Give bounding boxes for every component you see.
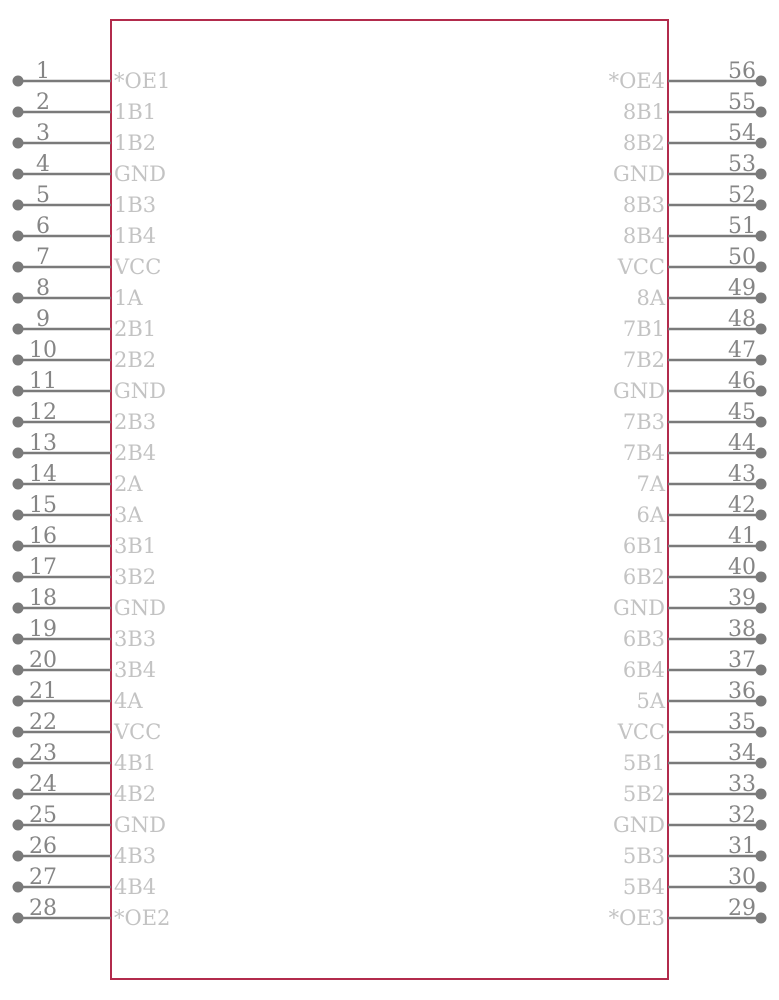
pin-number: 8 (36, 276, 50, 301)
pin-terminal-dot (756, 541, 767, 552)
pin-number: 11 (29, 369, 57, 394)
pin-number: 4 (36, 152, 50, 177)
pin-name-label: 5B4 (622, 875, 665, 899)
pin-9 (13, 307, 157, 341)
pin-terminal-dot (13, 448, 24, 459)
pin-12 (13, 400, 157, 434)
pin-29 (609, 896, 767, 930)
pin-terminal-dot (756, 138, 767, 149)
pin-number: 33 (728, 772, 756, 797)
pin-number: 43 (728, 462, 756, 487)
pin-number: 21 (29, 679, 57, 704)
pin-30 (623, 865, 767, 899)
pin-46 (613, 369, 767, 403)
left-pin-column (13, 59, 171, 930)
pin-19 (13, 617, 157, 651)
pin-name-label: VCC (114, 255, 162, 279)
pin-number: 41 (728, 524, 756, 549)
pin-number: 24 (29, 772, 57, 797)
pin-name-label: GND (613, 162, 665, 186)
pin-number: 56 (728, 59, 756, 84)
pin-terminal-dot (756, 448, 767, 459)
pin-47 (623, 338, 767, 372)
pin-terminal-dot (756, 355, 767, 366)
pin-number: 10 (29, 338, 57, 363)
pin-number: 9 (36, 307, 50, 332)
pin-name-label: 7B2 (622, 348, 665, 372)
pin-27 (13, 865, 157, 899)
pin-number: 30 (728, 865, 756, 890)
pin-name-label: 1B4 (114, 224, 157, 248)
right-pin-column (609, 59, 767, 930)
pin-number: 37 (728, 648, 756, 673)
pin-terminal-dot (13, 882, 24, 893)
pin-number: 47 (728, 338, 756, 363)
pin-50 (617, 245, 767, 279)
pin-terminal-dot (13, 789, 24, 800)
pin-terminal-dot (13, 665, 24, 676)
pin-41 (623, 524, 767, 558)
pin-36 (636, 679, 766, 713)
pin-terminal-dot (756, 262, 767, 273)
pin-number: 35 (728, 710, 756, 735)
pin-11 (13, 369, 167, 403)
pin-terminal-dot (756, 851, 767, 862)
pin-43 (636, 462, 766, 496)
pin-number: 19 (29, 617, 57, 642)
pin-terminal-dot (756, 169, 767, 180)
pin-terminal-dot (13, 200, 24, 211)
pin-31 (623, 834, 767, 868)
pin-terminal-dot (13, 107, 24, 118)
pin-name-label: *OE2 (114, 906, 171, 930)
pin-terminal-dot (13, 231, 24, 242)
pin-terminal-dot (756, 665, 767, 676)
pin-terminal-dot (756, 572, 767, 583)
pin-23 (13, 741, 157, 775)
pin-name-label: 4B3 (114, 844, 157, 868)
pin-name-label: 5A (636, 689, 665, 713)
pin-terminal-dot (13, 355, 24, 366)
pin-name-label: 4B2 (114, 782, 157, 806)
pin-terminal-dot (13, 293, 24, 304)
pin-terminal-dot (756, 758, 767, 769)
pin-number: 55 (728, 90, 756, 115)
pin-name-label: 8B1 (622, 100, 665, 124)
pin-name-label: VCC (617, 255, 665, 279)
pin-name-label: 6B3 (622, 627, 665, 651)
pin-terminal-dot (756, 200, 767, 211)
pin-terminal-dot (756, 727, 767, 738)
pin-name-label: 4B1 (114, 751, 157, 775)
pin-terminal-dot (13, 510, 24, 521)
pin-14 (13, 462, 144, 496)
pin-number: 40 (728, 555, 756, 580)
pin-33 (623, 772, 767, 806)
pin-name-label: GND (114, 379, 166, 403)
pin-number: 27 (29, 865, 57, 890)
pin-number: 12 (29, 400, 57, 425)
pin-terminal-dot (756, 510, 767, 521)
pin-number: 28 (29, 896, 57, 921)
pin-number: 26 (29, 834, 57, 859)
pin-terminal-dot (13, 324, 24, 335)
pin-terminal-dot (13, 76, 24, 87)
pin-number: 5 (36, 183, 50, 208)
pin-terminal-dot (13, 262, 24, 273)
pin-terminal-dot (13, 386, 24, 397)
pin-name-label: 1B2 (114, 131, 157, 155)
pin-name-label: 5B1 (622, 751, 665, 775)
pin-number: 14 (29, 462, 57, 487)
pin-name-label: 2B1 (114, 317, 157, 341)
pin-49 (636, 276, 766, 310)
pin-number: 34 (728, 741, 756, 766)
pin-terminal-dot (756, 293, 767, 304)
pin-name-label: 5B2 (622, 782, 665, 806)
pin-10 (13, 338, 157, 372)
pin-name-label: 7B1 (622, 317, 665, 341)
pin-terminal-dot (13, 820, 24, 831)
pin-name-label: 3B4 (114, 658, 157, 682)
pin-terminal-dot (756, 479, 767, 490)
pin-terminal-dot (13, 572, 24, 583)
pin-terminal-dot (13, 696, 24, 707)
pin-name-label: 8B2 (622, 131, 665, 155)
pin-number: 39 (728, 586, 756, 611)
pin-8 (13, 276, 144, 310)
pin-number: 46 (728, 369, 756, 394)
pin-28 (13, 896, 171, 930)
pin-number: 2 (36, 90, 50, 115)
pin-name-label: 2A (114, 472, 143, 496)
pin-terminal-dot (13, 169, 24, 180)
pin-number: 16 (29, 524, 57, 549)
pin-3 (13, 121, 157, 155)
pin-18 (13, 586, 167, 620)
pin-number: 53 (728, 152, 756, 177)
pin-name-label: 5B3 (622, 844, 665, 868)
pin-26 (13, 834, 157, 868)
pin-name-label: 8B4 (622, 224, 665, 248)
pin-terminal-dot (756, 76, 767, 87)
pin-terminal-dot (756, 820, 767, 831)
pin-48 (623, 307, 767, 341)
pin-terminal-dot (756, 231, 767, 242)
pin-name-label: 7B3 (622, 410, 665, 434)
pin-34 (623, 741, 767, 775)
pin-number: 48 (728, 307, 756, 332)
pin-number: 1 (36, 59, 50, 84)
pin-terminal-dot (13, 479, 24, 490)
pin-56 (609, 59, 767, 93)
pin-22 (13, 710, 162, 744)
pin-name-label: 2B2 (114, 348, 157, 372)
pin-32 (613, 803, 767, 837)
pin-5 (13, 183, 157, 217)
pin-name-label: 1A (114, 286, 143, 310)
pin-terminal-dot (756, 107, 767, 118)
pin-number: 15 (29, 493, 57, 518)
pin-number: 17 (29, 555, 57, 580)
pin-number: 51 (728, 214, 756, 239)
pin-number: 20 (29, 648, 57, 673)
pin-name-label: 6B2 (622, 565, 665, 589)
pin-terminal-dot (13, 727, 24, 738)
pin-number: 25 (29, 803, 57, 828)
pin-37 (623, 648, 767, 682)
pin-1 (13, 59, 171, 93)
pin-terminal-dot (13, 138, 24, 149)
pin-number: 50 (728, 245, 756, 270)
pin-number: 29 (728, 896, 756, 921)
pin-54 (623, 121, 767, 155)
pin-name-label: 6B4 (622, 658, 665, 682)
pin-name-label: 8B3 (622, 193, 665, 217)
pin-38 (623, 617, 767, 651)
pin-45 (623, 400, 767, 434)
pin-terminal-dot (756, 417, 767, 428)
pin-name-label: 3B1 (114, 534, 157, 558)
pin-16 (13, 524, 157, 558)
pin-2 (13, 90, 157, 124)
pin-name-label: GND (613, 379, 665, 403)
pin-terminal-dot (756, 324, 767, 335)
pin-number: 38 (728, 617, 756, 642)
pin-number: 54 (728, 121, 756, 146)
ic-body-outline (111, 20, 668, 979)
pin-55 (623, 90, 767, 124)
pin-name-label: 8A (636, 286, 665, 310)
pin-name-label: 7A (636, 472, 665, 496)
pin-name-label: GND (114, 813, 166, 837)
pin-terminal-dot (13, 758, 24, 769)
pin-number: 32 (728, 803, 756, 828)
pin-terminal-dot (13, 913, 24, 924)
pin-42 (636, 493, 766, 527)
pin-name-label: 3A (114, 503, 143, 527)
pin-number: 3 (36, 121, 50, 146)
pin-24 (13, 772, 157, 806)
pin-7 (13, 245, 162, 279)
pin-name-label: 6B1 (622, 534, 665, 558)
pin-number: 23 (29, 741, 57, 766)
pin-number: 13 (29, 431, 57, 456)
pin-40 (623, 555, 767, 589)
pin-terminal-dot (13, 603, 24, 614)
pin-number: 44 (728, 431, 756, 456)
pin-name-label: 4A (114, 689, 143, 713)
pin-17 (13, 555, 157, 589)
pin-4 (13, 152, 167, 186)
pin-number: 18 (29, 586, 57, 611)
pin-number: 22 (29, 710, 57, 735)
pin-name-label: 1B3 (114, 193, 157, 217)
pin-name-label: GND (613, 596, 665, 620)
pin-terminal-dot (756, 696, 767, 707)
pin-number: 52 (728, 183, 756, 208)
pin-name-label: *OE4 (608, 69, 665, 93)
pin-terminal-dot (756, 386, 767, 397)
pin-number: 7 (36, 245, 50, 270)
pin-name-label: 3B3 (114, 627, 157, 651)
pin-number: 36 (728, 679, 756, 704)
pin-name-label: *OE3 (608, 906, 665, 930)
pin-name-label: 7B4 (622, 441, 665, 465)
pin-number: 45 (728, 400, 756, 425)
pin-52 (623, 183, 767, 217)
pin-35 (617, 710, 767, 744)
pin-name-label: 2B3 (114, 410, 157, 434)
pin-20 (13, 648, 157, 682)
pin-terminal-dot (756, 634, 767, 645)
pin-name-label: 2B4 (114, 441, 157, 465)
pin-terminal-dot (756, 882, 767, 893)
pin-25 (13, 803, 167, 837)
pin-terminal-dot (13, 541, 24, 552)
pin-39 (613, 586, 767, 620)
pin-name-label: 4B4 (114, 875, 157, 899)
pin-name-label: *OE1 (114, 69, 171, 93)
pin-terminal-dot (756, 789, 767, 800)
pin-53 (613, 152, 767, 186)
pin-6 (13, 214, 157, 248)
pin-name-label: 1B1 (114, 100, 157, 124)
pin-terminal-dot (756, 913, 767, 924)
pin-15 (13, 493, 144, 527)
pin-51 (623, 214, 767, 248)
pin-21 (13, 679, 144, 713)
pin-number: 31 (728, 834, 756, 859)
pin-name-label: GND (114, 596, 166, 620)
pin-number: 6 (36, 214, 50, 239)
pin-number: 42 (728, 493, 756, 518)
pin-terminal-dot (13, 634, 24, 645)
pin-name-label: VCC (617, 720, 665, 744)
pin-terminal-dot (756, 603, 767, 614)
pin-terminal-dot (13, 417, 24, 428)
pin-13 (13, 431, 157, 465)
pin-name-label: GND (114, 162, 166, 186)
pin-44 (623, 431, 767, 465)
pin-number: 49 (728, 276, 756, 301)
pin-name-label: 6A (636, 503, 665, 527)
pin-name-label: GND (613, 813, 665, 837)
pin-name-label: 3B2 (114, 565, 157, 589)
pin-terminal-dot (13, 851, 24, 862)
pin-name-label: VCC (114, 720, 162, 744)
